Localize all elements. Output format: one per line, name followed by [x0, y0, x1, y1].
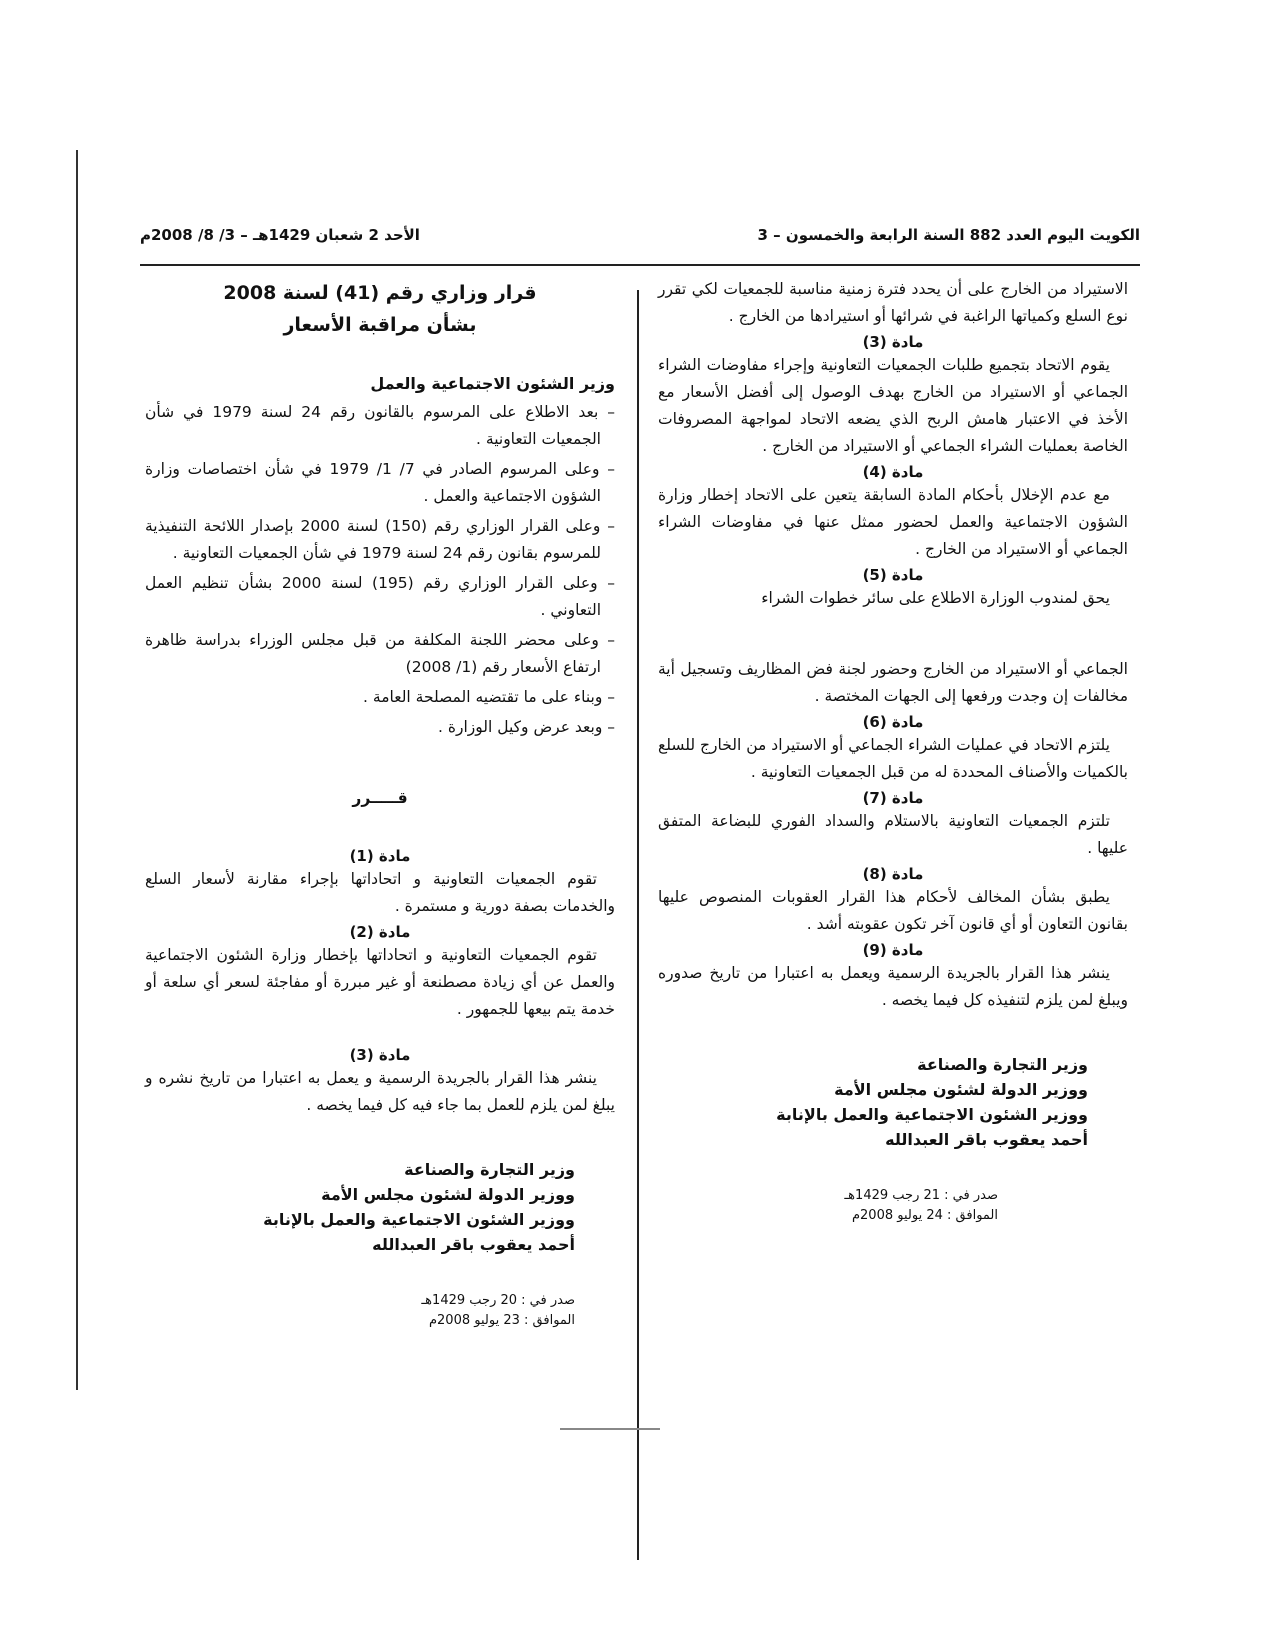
- preamble-item: – وعلى القرار الوزاري رقم (195) لسنة 2000 بشأن تنظيم العمل التعاوني .: [145, 574, 615, 619]
- article-body: مع عدم الإخلال بأحكام المادة السابقة يتعين على الاتحاد إخطار وزارة الشؤون الاجتماعية والعمل لحضور ممثل عنها في مفاوضات الشراء الجماعي أو الاستيراد من الخارج .: [658, 486, 1128, 558]
- article-body: تلتزم الجمعيات التعاونية بالاستلام والسداد الفوري للبضاعة المتفق عليها .: [658, 812, 1128, 857]
- decree-title: قرار وزاري رقم (41) لسنة 2008: [223, 282, 537, 304]
- signature-line: وزير التجارة والصناعة: [404, 1160, 575, 1179]
- article-title: مادة (1): [349, 847, 411, 865]
- issued-date: صدر في : 20 رجب 1429هـ: [421, 1293, 575, 1308]
- scan-artifact-line: [560, 1428, 660, 1430]
- right-column: [658, 276, 1128, 1226]
- decree-subtitle: بشأن مراقبة الأسعار: [283, 314, 477, 336]
- signature-line: ووزير الدولة لشئون مجلس الأمة: [321, 1185, 575, 1204]
- article-body: ينشر هذا القرار بالجريدة الرسمية ويعمل به اعتبارا من تاريخ صدوره ويبلغ لمن يلزم لتنفيذه كل فيما يخصه .: [658, 964, 1128, 1009]
- article-title: مادة (9): [862, 941, 924, 959]
- article-title: مادة (7): [862, 789, 924, 807]
- preamble-item: – وعلى محضر اللجنة المكلفة من قبل مجلس الوزراء بدراسة ظاهرة ارتفاع الأسعار رقم (1/ 2008): [145, 631, 615, 676]
- article-title: مادة (5): [862, 566, 924, 584]
- article-body: الجماعي أو الاستيراد من الخارج وحضور لجنة فض المظاريف وتسجيل أية مخالفات إن وجدت ورفعها إلى الجهات المختصة .: [658, 660, 1128, 705]
- corresponding-date: الموافق : 23 يوليو 2008م: [428, 1313, 575, 1328]
- preamble-item: – وبعد عرض وكيل الوزارة .: [438, 718, 615, 736]
- header-issue-info: الكويت اليوم العدد 882 السنة الرابعة والخمسون – 3: [757, 226, 1140, 244]
- article-title: مادة (4): [862, 463, 924, 481]
- signature-name: أحمد يعقوب باقر العبدالله: [372, 1235, 575, 1254]
- signature-line: ووزير الشئون الاجتماعية والعمل بالإنابة: [776, 1105, 1088, 1124]
- article-title: مادة (8): [862, 865, 924, 883]
- article-body: يقوم الاتحاد بتجميع طلبات الجمعيات التعاونية وإجراء مفاوضات الشراء الجماعي أو الاستيراد من الخارج بهدف الوصول إلى أفضل الأسعار مع الأخذ في الاعتبار هامش الربح الذي يضعه الاتحاد لمواجهة المصروفات الخاصة بعمليات الشراء الجماعي أو الاستيراد من الخارج .: [658, 356, 1128, 455]
- issued-date: صدر في : 21 رجب 1429هـ: [844, 1188, 998, 1203]
- preamble-item: – وبناء على ما تقتضيه المصلحة العامة .: [363, 688, 615, 706]
- article-title: مادة (2): [349, 923, 411, 941]
- header-date: الأحد 2 شعبان 1429هـ – 3/ 8/ 2008م: [140, 226, 420, 244]
- column-divider: [637, 290, 639, 1560]
- article-body: ينشر هذا القرار بالجريدة الرسمية و يعمل به اعتبارا من تاريخ نشره و يبلغ لمن يلزم للعمل بما جاء فيه كل فيما يخصه .: [145, 1069, 615, 1114]
- article-title: مادة (3): [349, 1046, 411, 1064]
- preamble-item: – وعلى القرار الوزاري رقم (150) لسنة 2000 بإصدار اللائحة التنفيذية للمرسوم بقانون رقم 24 لسنة 1979 في شأن الجمعيات التعاونية .: [145, 517, 615, 562]
- article-body: يطبق بشأن المخالف لأحكام هذا القرار العقوبات المنصوص عليها بقانون التعاون أو أي قانون آخر تكون عقوبته أشد .: [658, 888, 1128, 933]
- column-gap: [658, 614, 1128, 656]
- minister-heading: وزير الشئون الاجتماعية والعمل: [370, 374, 615, 393]
- page-margin-line: [76, 150, 78, 1390]
- article-title: مادة (6): [862, 713, 924, 731]
- signature-line: وزير التجارة والصناعة: [917, 1055, 1088, 1074]
- preamble-item: – وعلى المرسوم الصادر في 7/ 1/ 1979 في شأن اختصاصات وزارة الشؤون الاجتماعية والعمل .: [145, 460, 616, 505]
- article-body: يحق لمندوب الوزارة الاطلاع على سائر خطوات الشراء: [761, 589, 1110, 607]
- signature-name: أحمد يعقوب باقر العبدالله: [885, 1130, 1088, 1149]
- signature-line: ووزير الشئون الاجتماعية والعمل بالإنابة: [263, 1210, 575, 1229]
- decision-word: قـــــرر: [352, 789, 408, 807]
- corresponding-date: الموافق : 24 يوليو 2008م: [851, 1208, 998, 1223]
- signature-block: [145, 1157, 615, 1257]
- signature-block: [658, 1052, 1128, 1152]
- article-title: مادة (3): [862, 333, 924, 351]
- page-header: [140, 224, 1140, 266]
- preamble-item: – بعد الاطلاع على المرسوم بالقانون رقم 24 لسنة 1979 في شأن الجمعيات التعاونية .: [145, 403, 615, 448]
- continued-text: الاستيراد من الخارج على أن يحدد فترة زمنية مناسبة للجمعيات لكي تقرر نوع السلع وكمياتها الراغبة في شرائها أو استيرادها من الخارج .: [658, 280, 1128, 325]
- signature-line: ووزير الدولة لشئون مجلس الأمة: [834, 1080, 1088, 1099]
- issue-date-block: [658, 1186, 1128, 1226]
- left-column: [145, 276, 615, 1331]
- issue-date-block: [145, 1291, 615, 1331]
- article-body: تقوم الجمعيات التعاونية و اتحاداتها بإخطار وزارة الشئون الاجتماعية والعمل عن أي زيادة مصطنعة أو غير مبررة أو مفاجئة لسعر أي سلعة أو خدمة يتم بيعها للجمهور .: [145, 946, 615, 1018]
- article-body: تقوم الجمعيات التعاونية و اتحاداتها بإجراء مقارنة لأسعار السلع والخدمات بصفة دورية و مستمرة .: [145, 870, 615, 915]
- article-body: يلتزم الاتحاد في عمليات الشراء الجماعي أو الاستيراد من الخارج للسلع بالكميات والأصناف المحددة له من قبل الجمعيات التعاونية .: [658, 736, 1128, 781]
